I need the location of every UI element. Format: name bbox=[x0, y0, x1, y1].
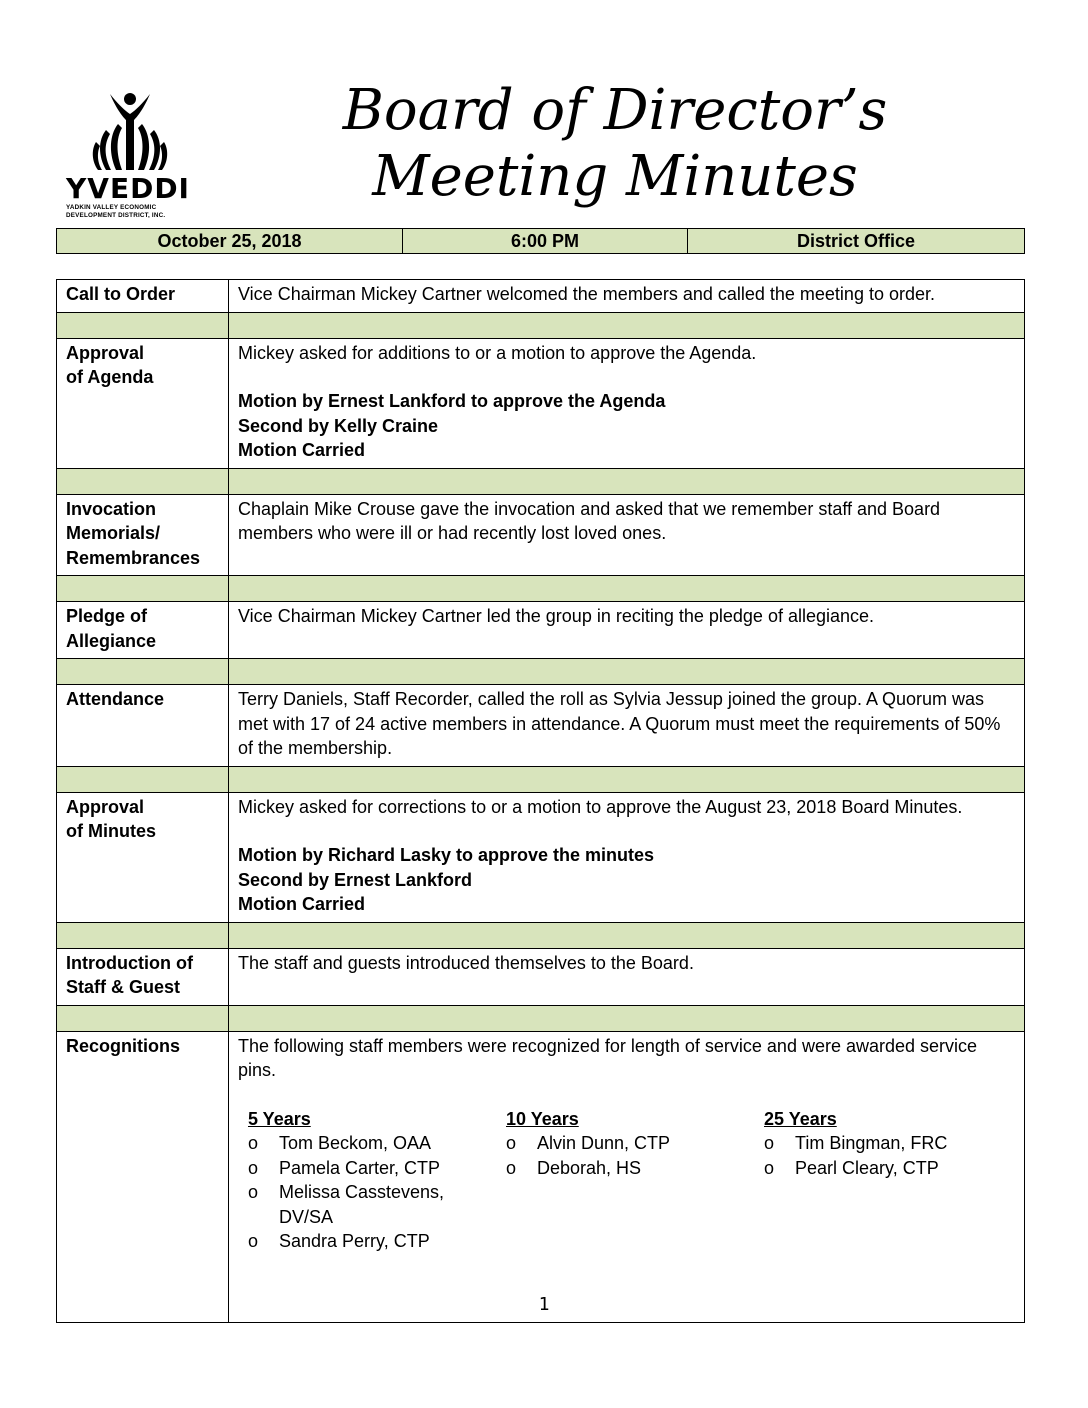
section-text: Mickey asked for additions to or a motion to approve the Agenda. bbox=[238, 342, 757, 363]
meeting-info-bar bbox=[56, 228, 1025, 254]
pin-list bbox=[506, 1131, 754, 1180]
separator-row bbox=[57, 659, 1025, 685]
bullet-icon: o bbox=[248, 1231, 259, 1251]
section-content bbox=[229, 792, 1025, 922]
section-text: Chaplain Mike Crouse gave the invocation and asked that we remember staff and Board members who were ill or had recently lost loved ones. bbox=[229, 494, 1025, 576]
bullet-icon: o bbox=[764, 1133, 775, 1153]
row-attendance bbox=[57, 685, 1025, 767]
logo-figure-icon bbox=[88, 90, 172, 172]
section-text: Vice Chairman Mickey Cartner led the group in reciting the pledge of allegiance. bbox=[229, 602, 1025, 659]
minutes-table bbox=[56, 279, 1025, 1323]
row-call-to-order bbox=[57, 280, 1025, 313]
list-item: o Deborah, HS bbox=[506, 1156, 754, 1181]
bullet-icon: o bbox=[248, 1133, 259, 1153]
pin-group bbox=[754, 1107, 1012, 1254]
separator-row bbox=[57, 766, 1025, 792]
meeting-date: October 25, 2018 bbox=[57, 229, 403, 253]
logo-wordmark: YVEDDI bbox=[66, 172, 190, 205]
section-label: Approval of Minutes bbox=[57, 792, 229, 922]
second-text: Second by Ernest Lankford bbox=[238, 869, 473, 890]
separator-row bbox=[57, 922, 1025, 948]
section-label: Pledge of Allegiance bbox=[57, 602, 229, 659]
section-text: The staff and guests introduced themselves to the Board. bbox=[229, 948, 1025, 1005]
list-item: o Tom Beckom, OAA bbox=[248, 1131, 496, 1156]
list-item: o Pearl Cleary, CTP bbox=[764, 1156, 1012, 1181]
list-item: o Pamela Carter, CTP bbox=[248, 1156, 496, 1181]
section-content bbox=[229, 1031, 1025, 1322]
bullet-icon: o bbox=[248, 1182, 259, 1202]
list-item: o Melissa Casstevens, DV/SA bbox=[248, 1180, 496, 1229]
motion-result: Motion Carried bbox=[238, 894, 366, 914]
section-text: Terry Daniels, Staff Recorder, called the roll as Sylvia Jessup joined the group. A Quorum was met with 17 of 24 active members in attendance. A Quorum must meet the requirements of 50% of the membership. bbox=[229, 685, 1025, 767]
section-text: The following staff members were recognized for length of service and were awarded service pins. bbox=[238, 1035, 978, 1080]
list-item: o Alvin Dunn, CTP bbox=[506, 1131, 754, 1156]
section-content bbox=[229, 338, 1025, 468]
logo-subtitle: YADKIN VALLEY ECONOMIC DEVELOPMENT DISTRICT, INC. bbox=[66, 204, 166, 219]
separator-row bbox=[57, 312, 1025, 338]
meeting-location: District Office bbox=[796, 230, 916, 251]
title-line-1: Board of Director’s bbox=[342, 78, 888, 143]
yveddi-logo bbox=[62, 90, 202, 222]
second-text: Second by Kelly Craine bbox=[238, 415, 439, 436]
bullet-icon: o bbox=[764, 1157, 775, 1178]
motion-result: Motion Carried bbox=[238, 440, 366, 460]
pin-group-heading: 25 Years bbox=[764, 1108, 837, 1129]
section-label: Recognitions bbox=[57, 1031, 229, 1322]
bullet-icon: o bbox=[248, 1157, 259, 1178]
section-label: Introduction of Staff & Guest bbox=[57, 948, 229, 1005]
pin-list bbox=[764, 1131, 1012, 1180]
page-title bbox=[330, 78, 900, 210]
section-label: Call to Order bbox=[57, 280, 229, 313]
bullet-icon: o bbox=[506, 1157, 517, 1178]
section-text: Vice Chairman Mickey Cartner welcomed the members and called the meeting to order. bbox=[229, 280, 1025, 313]
title-line-2: Meeting Minutes bbox=[372, 144, 858, 209]
service-pin-groups bbox=[238, 1107, 1015, 1254]
list-item: o Tim Bingman, FRC bbox=[764, 1131, 1012, 1156]
row-introduction bbox=[57, 948, 1025, 1005]
separator-row bbox=[57, 1005, 1025, 1031]
pin-group bbox=[496, 1107, 754, 1254]
meeting-time: 6:00 PM bbox=[403, 229, 688, 253]
bullet-icon: o bbox=[506, 1133, 517, 1153]
pin-group bbox=[238, 1107, 496, 1254]
row-approval-of-agenda bbox=[57, 338, 1025, 468]
list-item: o Sandra Perry, CTP bbox=[248, 1229, 496, 1254]
section-text: Mickey asked for corrections to or a motion to approve the August 23, 2018 Board Minutes. bbox=[238, 796, 963, 817]
row-pledge-of-allegiance bbox=[57, 602, 1025, 659]
page-number: 1 bbox=[538, 1294, 550, 1315]
pin-group-heading: 5 Years bbox=[248, 1108, 311, 1129]
section-label: Attendance bbox=[57, 685, 229, 767]
separator-row bbox=[57, 468, 1025, 494]
pin-list bbox=[248, 1131, 496, 1254]
motion-text: Motion by Richard Lasky to approve the minutes bbox=[238, 845, 655, 865]
section-label: Invocation Memorials/ Remembrances bbox=[57, 494, 229, 576]
row-recognitions bbox=[57, 1031, 1025, 1322]
separator-row bbox=[57, 576, 1025, 602]
pin-group-heading: 10 Years bbox=[506, 1108, 579, 1129]
row-approval-of-minutes bbox=[57, 792, 1025, 922]
section-label: Approval of Agenda bbox=[57, 338, 229, 468]
row-invocation bbox=[57, 494, 1025, 576]
motion-text: Motion by Ernest Lankford to approve the Agenda bbox=[238, 391, 666, 411]
